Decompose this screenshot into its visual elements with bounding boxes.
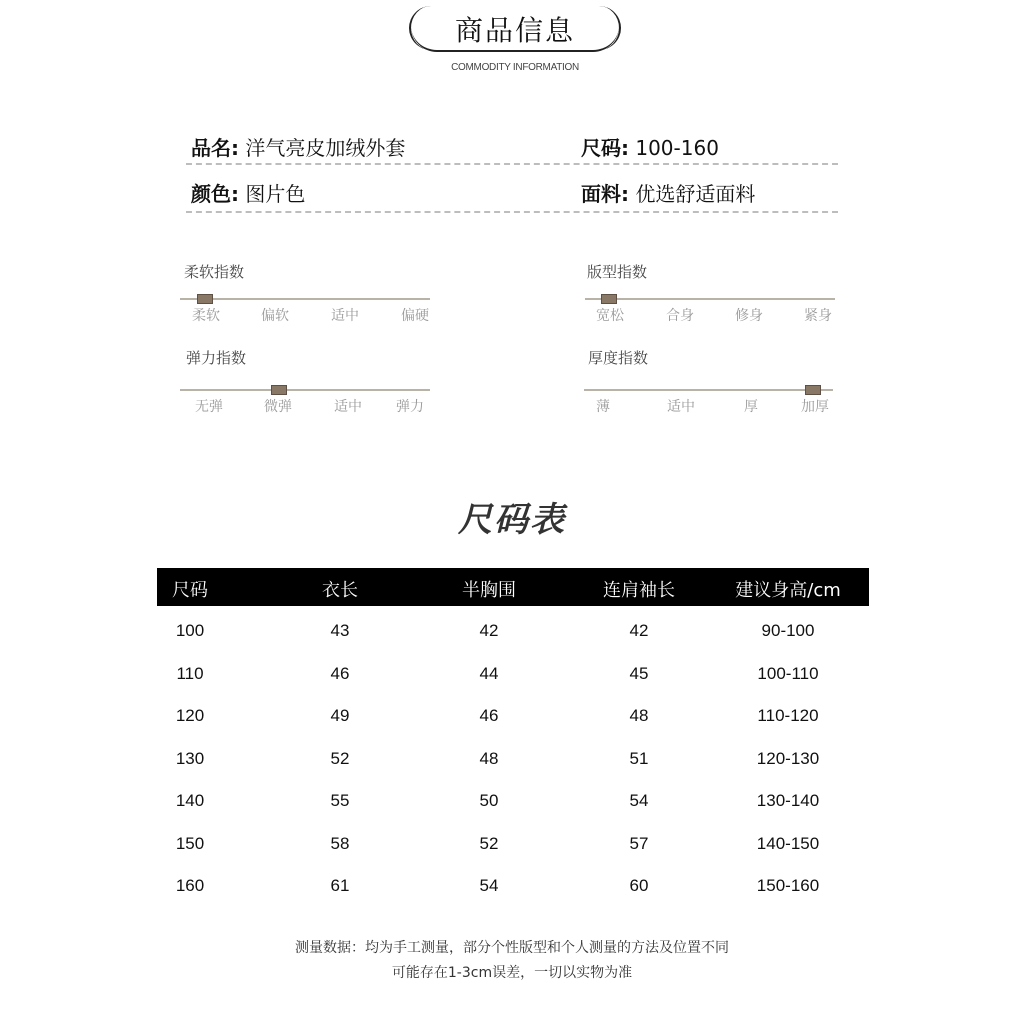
table-cell: 50	[479, 791, 499, 810]
info-value: 100-160	[635, 136, 719, 160]
table-cell: 55	[330, 791, 350, 810]
table-cell: 61	[330, 876, 350, 895]
info-color	[191, 178, 305, 207]
elasticity-label: 无弹	[195, 399, 223, 415]
table-cell: 150	[175, 833, 205, 853]
fit-track	[585, 298, 835, 300]
section-title: 商品信息	[454, 14, 575, 47]
softness-label: 偏硬	[401, 308, 429, 324]
column-header: 半胸围	[462, 580, 516, 601]
measurement-note-line1: 测量数据：均为手工测量，部分个性版型和个人测量的方法及位置不同	[295, 940, 729, 956]
thickness-label: 加厚	[801, 399, 829, 415]
fit-marker	[601, 294, 617, 304]
elasticity-index-title: 弹力指数	[186, 349, 247, 367]
thickness-index-title: 厚度指数	[588, 349, 649, 367]
table-cell: 150-160	[756, 876, 820, 895]
thickness-marker	[805, 385, 821, 395]
softness-label: 偏软	[261, 308, 289, 324]
fit-label: 宽松	[596, 308, 624, 324]
column-header: 尺码	[172, 580, 208, 601]
elasticity-track	[180, 389, 430, 391]
info-key: 面料:	[581, 182, 629, 206]
measurement-note-line2: 可能存在1-3cm误差，一切以实物为准	[391, 965, 633, 981]
section-subtitle: COMMODITY INFORMATION	[451, 62, 579, 73]
thickness-label: 薄	[596, 399, 610, 415]
table-cell: 42	[629, 621, 649, 640]
table-cell: 49	[330, 706, 350, 725]
info-product-name	[191, 132, 405, 161]
info-value: 优选舒适面料	[635, 182, 756, 206]
table-cell: 130-140	[756, 791, 820, 810]
info-fabric	[581, 178, 755, 207]
elasticity-marker	[271, 385, 287, 395]
info-value: 洋气亮皮加绒外套	[245, 136, 406, 160]
column-header: 建议身高/cm	[735, 580, 841, 601]
softness-label: 适中	[331, 308, 359, 324]
elasticity-label: 适中	[334, 399, 362, 415]
table-cell: 52	[330, 748, 350, 768]
table-cell: 130	[175, 748, 205, 768]
table-cell: 57	[629, 833, 649, 853]
table-cell: 160	[175, 876, 205, 895]
table-cell: 48	[629, 706, 649, 725]
info-key: 品名:	[191, 136, 239, 160]
table-cell: 43	[330, 621, 350, 640]
table-cell: 100	[175, 621, 205, 640]
size-table-title: 尺码表	[458, 500, 566, 540]
softness-index-title: 柔软指数	[184, 263, 245, 281]
table-cell: 110	[176, 663, 204, 683]
table-cell: 60	[629, 876, 649, 895]
fit-index-title: 版型指数	[587, 263, 648, 281]
table-cell: 54	[479, 876, 499, 895]
table-cell: 54	[629, 791, 649, 810]
table-cell: 110-120	[757, 706, 819, 725]
table-cell: 48	[479, 748, 499, 768]
table-cell: 140	[175, 791, 205, 810]
thickness-track	[584, 389, 833, 391]
fit-label: 修身	[735, 308, 763, 324]
table-cell: 46	[479, 706, 499, 725]
table-cell: 58	[330, 833, 350, 853]
info-key: 颜色:	[191, 182, 239, 206]
table-cell: 42	[479, 621, 499, 640]
softness-label: 柔软	[192, 308, 220, 324]
elasticity-label: 微弹	[264, 399, 292, 415]
table-cell: 52	[479, 833, 499, 853]
table-cell: 90-100	[761, 621, 815, 640]
info-value: 图片色	[245, 182, 306, 206]
softness-track	[180, 298, 430, 300]
table-cell: 51	[629, 748, 649, 768]
info-size	[581, 132, 719, 161]
table-cell: 120-130	[756, 748, 820, 768]
thickness-label: 厚	[744, 399, 758, 415]
table-cell: 46	[330, 663, 350, 683]
table-cell: 100-110	[757, 663, 819, 683]
dashed-divider	[186, 211, 838, 213]
table-cell: 45	[629, 663, 649, 683]
column-header: 衣长	[322, 580, 358, 601]
thickness-label: 适中	[667, 399, 695, 415]
softness-marker	[197, 294, 213, 304]
table-cell: 44	[479, 663, 499, 683]
fit-label: 合身	[666, 308, 694, 324]
column-header: 连肩袖长	[603, 580, 675, 601]
elasticity-label: 弹力	[396, 399, 424, 415]
table-cell: 120	[175, 706, 205, 725]
info-key: 尺码:	[581, 136, 629, 160]
table-cell: 140-150	[756, 833, 820, 853]
dashed-divider	[186, 163, 838, 165]
fit-label: 紧身	[804, 308, 832, 324]
